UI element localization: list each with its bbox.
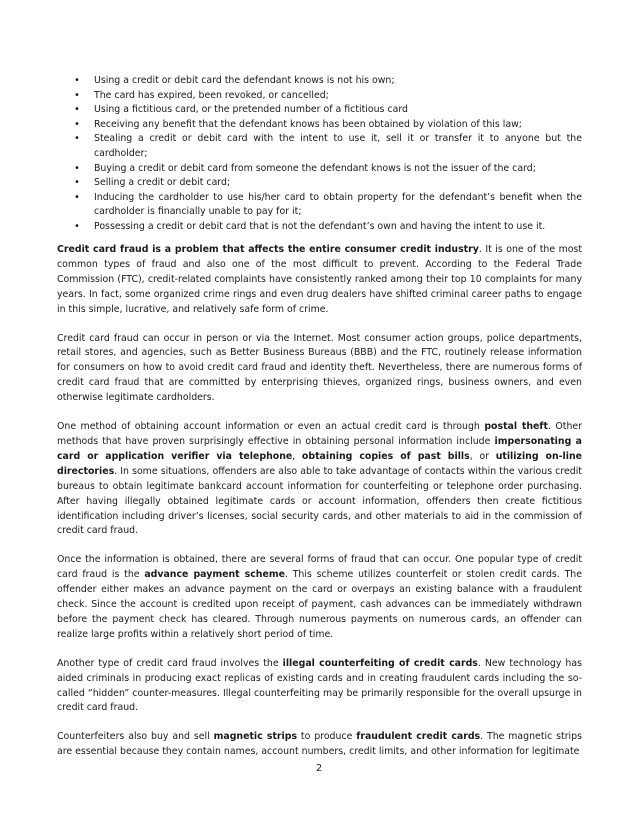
body-text bbox=[57, 243, 582, 774]
paragraph-text: . In some situations, offenders are also able to take advantage of contacts within the various credit bureaus to obtain legitimate bankcard account information for counterfeiting or telephone order purchasing. After having illegally obtained legitimate cards or account information, offenders then create fictitious identification including driver’s licenses, social security cards, and other materials to aid in the commission of credit card fraud. bbox=[57, 465, 582, 537]
bullet-item: • Possessing a credit or debit card that is not the defendant’s own and having the intent to use it. bbox=[72, 220, 582, 235]
paragraph-text: , or bbox=[469, 450, 496, 462]
paragraph-text: Counterfeiters also buy and sell bbox=[57, 731, 214, 743]
paragraph-text: , bbox=[292, 450, 302, 462]
bullet-item: • Using a credit or debit card the defendant knows is not his own; bbox=[72, 74, 582, 89]
bullet-item: • Inducing the cardholder to use his/her card to obtain property for the defendant’s benefit when the cardholder is financially unable to pay for it; bbox=[72, 191, 582, 220]
paragraph-advance-payment bbox=[57, 553, 582, 642]
bold-phrase: fraudulent credit cards bbox=[356, 731, 481, 743]
page-number: 2 bbox=[315, 763, 323, 774]
paragraph-magnetic-strips bbox=[57, 730, 582, 760]
paragraph-obtaining-information bbox=[57, 420, 582, 539]
bullet-item: • The card has expired, been revoked, or cancelled; bbox=[72, 89, 582, 104]
bold-phrase: Credit card fraud is a problem that affects the entire consumer credit industry bbox=[57, 244, 479, 255]
bold-phrase: illegal counterfeiting of credit cards bbox=[282, 657, 478, 669]
bold-phrase: obtaining copies of past bills bbox=[301, 450, 470, 462]
paragraph-text: . Other methods that have proven surprisingly effective in obtaining personal information include bbox=[57, 421, 583, 447]
paragraph-in-person-internet bbox=[57, 332, 582, 407]
paragraph-counterfeiting bbox=[57, 657, 582, 717]
paragraph-text: One method of obtaining account information or even an actual credit card is through bbox=[57, 421, 485, 433]
bullet-item: • Selling a credit or debit card; bbox=[72, 176, 582, 191]
bold-phrase: magnetic strips bbox=[213, 731, 298, 743]
bullet-item: • Buying a credit or debit card from someone the defendant knows is not the issuer of the card; bbox=[72, 162, 582, 177]
paragraph-text: to produce bbox=[297, 731, 357, 743]
bold-phrase: postal theft bbox=[484, 421, 548, 433]
paragraph-text: Credit card fraud can occur in person or via the Internet. Most consumer action groups, police departments, retail stores, and agencies, such as Better Business Bureaus (BBB) and the FTC, routinely release information for consumers on how to avoid credit card fraud and identity theft. Nevertheless, there are numerous forms of credit card fraud that are committed by enterprising thieves, organized rings, business owners, and even otherwise legitimate cardholders. bbox=[57, 332, 582, 404]
paragraph-text: . This scheme utilizes counterfeit or stolen credit cards. The offender either makes an advance payment on the card or overpays an existing balance with a fraudulent check. Since the account is credited upon receipt of payment, cash advances can be immediately withdrawn before the payment check has cleared. Through numerous payments on numerous cards, an offender can realize large profits within a relatively short period of time. bbox=[57, 569, 582, 640]
bold-phrase: advance payment scheme bbox=[144, 569, 285, 581]
bullet-item: • Using a fictitious card, or the pretended number of a fictitious card bbox=[72, 103, 582, 118]
bullet-item: • Stealing a credit or debit card with the intent to use it, sell it or transfer it to anyone but the cardholder; bbox=[72, 132, 582, 161]
offense-bullet-list bbox=[72, 74, 582, 235]
paragraph-text: . The magnetic strips are essential because they contain names, account numbers, credit limits, and other information for legitimate bbox=[57, 731, 582, 758]
bold-phrase: impersonating a card or application verifier via telephone bbox=[57, 435, 582, 462]
bullet-item: • Receiving any benefit that the defendant knows has been obtained by violation of this law; bbox=[72, 118, 582, 133]
paragraph-text: Once the information is obtained, there are several forms of fraud that can occur. One popular type of credit card fraud is the bbox=[57, 554, 582, 581]
bold-phrase: utilizing on-line directories bbox=[57, 450, 582, 477]
paragraph-text: . It is one of the most common types of fraud and also one of the most difficult to prevent. According to the Federal Trade Commission (FTC), credit-related complaints have consistently ranked among their top 10 complaints for many years. In fact, some organized crime rings and even drug dealers have shifted criminal career paths to engage in this simple, lucrative, and relatively safe form of crime. bbox=[57, 244, 582, 315]
paragraph-text: Another type of credit card fraud involves the bbox=[57, 657, 283, 669]
paragraph-consumer-credit bbox=[57, 243, 582, 318]
paragraph-text: . New technology has aided criminals in producing exact replicas of existing cards and in creating fraudulent cards including the so-called “hidden” counter-measures. Illegal counterfeiting may be primarily responsible for the overall upsurge in credit card fraud. bbox=[57, 657, 583, 714]
